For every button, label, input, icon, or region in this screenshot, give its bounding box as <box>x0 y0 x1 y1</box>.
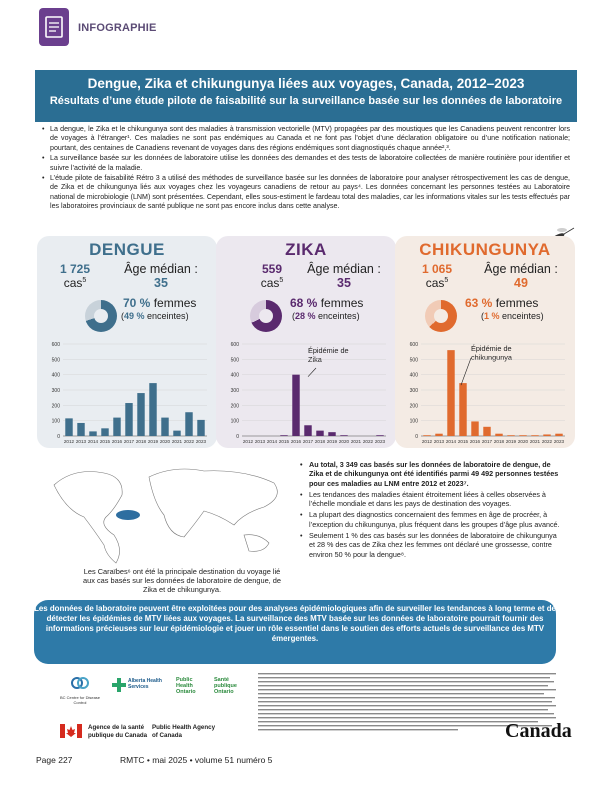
panel-zika <box>216 236 396 448</box>
bar <box>555 434 562 436</box>
x-tick-label: 2020 <box>517 439 529 444</box>
disease-title: CHIKUNGUNYA <box>419 240 551 259</box>
finding-item: • Au total, 3 349 cas basés sur les données de laboratoire de dengue, de Zika et de chikungunya ont été identifiés parmi 49 492 personnes testées pour ces maladies au LNM entre 2012 et 2023⁷. <box>300 460 564 488</box>
bar <box>89 431 96 436</box>
x-tick-label: 2012 <box>421 439 433 444</box>
x-tick-label: 2019 <box>505 439 517 444</box>
y-tick-label: 400 <box>230 372 239 379</box>
y-tick-label: 100 <box>51 418 60 425</box>
conclusion-box: Les données de laboratoire peuvent être exploitées pour des analyses épidémiologiques afin de surveiller les tendances à long terme et de détecter les épidémies de MTV liées aux voyages. La surveillance des MTV basée sur les données de laboratoire pourrait fournir des informations précieuses sur leur épidémiologie et jouer un rôle essentiel dans le soutien des efforts actuels de surveillance des MTV émergentes. <box>34 600 556 664</box>
y-tick-label: 400 <box>51 372 60 379</box>
bar <box>447 350 454 436</box>
female-share <box>123 296 196 310</box>
partner-logo-pho-fr: Santé publique Ontario <box>214 677 237 695</box>
disease-title: ZIKA <box>285 240 327 259</box>
median-age <box>471 262 571 290</box>
y-tick-label: 400 <box>409 372 418 379</box>
female-label: femmes <box>495 296 539 310</box>
chart-annotation: Épidémie de chikungunya <box>471 344 512 362</box>
x-tick-label: 2014 <box>445 439 457 444</box>
bar <box>459 383 466 436</box>
female-share <box>290 296 363 310</box>
case-value: 1 725 <box>59 262 91 276</box>
y-tick-label: 600 <box>409 342 418 348</box>
bar <box>495 434 502 436</box>
pregnant-pct: 1 % <box>484 311 500 321</box>
finding-item: • Les tendances des maladies étaient étroitement liées à celles observées à l’échelle mondiale et dans les pays de destination des voyages. <box>300 490 564 509</box>
bar <box>161 418 168 436</box>
x-tick-label: 2021 <box>529 439 541 444</box>
y-tick-label: 200 <box>51 403 60 410</box>
partner-logo-bccdc <box>60 676 100 705</box>
chikungunya-bar-chart <box>395 340 575 448</box>
y-tick-label: 100 <box>409 418 418 425</box>
bar <box>328 432 335 436</box>
x-tick-label: 2021 <box>350 439 362 444</box>
bar <box>483 427 490 436</box>
disease-title: DENGUE <box>89 240 165 259</box>
pregnant-share: (28 % enceintes) <box>292 311 360 321</box>
age-value: 35 <box>337 276 351 290</box>
y-tick-label: 500 <box>230 357 239 364</box>
age-value: 49 <box>514 276 528 290</box>
footnote: 5 <box>444 277 449 284</box>
x-tick-label: 2012 <box>63 439 75 444</box>
female-pct: 63 % <box>465 296 493 310</box>
x-tick-label: 2019 <box>326 439 338 444</box>
y-tick-label: 600 <box>230 342 239 348</box>
intro-bullet: • L’étude pilote de faisabilité Rétro 3 a utilisé des méthodes de surveillance basée sur les données de laboratoire pour analyser rétrospectivement les cas de dengue, de Zika et de chikungunya liés aux voyages chez les voyageurs canadiens de retour au pays⁴. Les données concernant les personnes testées au Laboratoire national de microbiologie (LNM) sont présentées. Cependant, elles sous-estiment le fardeau total des maladies, car les informations vitales sur les tests effectués par les laboratoires provinciaux de santé publique ne sont pas encore inclus dans cette analyse. <box>42 174 570 212</box>
x-tick-label: 2017 <box>123 439 135 444</box>
y-tick-label: 600 <box>51 342 60 348</box>
case-value: 1 065 <box>421 262 453 276</box>
footnote: 5 <box>279 277 284 284</box>
female-pct: 68 % <box>290 296 318 310</box>
x-tick-label: 2023 <box>374 439 386 444</box>
y-tick-label: 0 <box>57 434 60 440</box>
bar <box>77 423 84 436</box>
median-age <box>294 262 394 290</box>
x-tick-label: 2014 <box>87 439 99 444</box>
x-tick-label: 2013 <box>254 439 266 444</box>
case-unit: cas <box>425 276 445 290</box>
page-number: Page 227 <box>36 755 73 765</box>
female-label: femmes <box>153 296 197 310</box>
title-banner <box>35 70 577 122</box>
female-label: femmes <box>320 296 364 310</box>
x-tick-label: 2015 <box>457 439 469 444</box>
female-donut <box>85 300 117 332</box>
y-tick-label: 300 <box>51 388 60 394</box>
bar <box>340 435 347 436</box>
world-map <box>44 455 290 567</box>
annotation-arrow <box>461 358 471 385</box>
x-tick-label: 2014 <box>266 439 278 444</box>
section-label: INFOGRAPHIE <box>78 22 157 34</box>
y-tick-label: 200 <box>230 403 239 410</box>
agency-name-fr: Agence de la santé publique du Canada <box>88 724 148 739</box>
x-tick-label: 2016 <box>469 439 481 444</box>
x-tick-label: 2022 <box>541 439 553 444</box>
y-tick-label: 0 <box>415 434 418 440</box>
bar <box>519 435 526 436</box>
panel-dengue <box>37 236 217 448</box>
bar <box>185 412 192 436</box>
case-unit: cas <box>260 276 280 290</box>
female-donut <box>425 300 457 332</box>
x-tick-label: 2017 <box>302 439 314 444</box>
pregnant-share: (49 % enceintes) <box>121 311 189 321</box>
canada-wordmark: Canada <box>505 720 572 742</box>
partner-logo-pho-en: Public Health Ontario <box>176 677 196 695</box>
x-tick-label: 2021 <box>171 439 183 444</box>
bar <box>376 435 383 436</box>
x-tick-label: 2013 <box>433 439 445 444</box>
female-donut <box>250 300 282 332</box>
bar <box>304 425 311 436</box>
x-tick-label: 2020 <box>338 439 350 444</box>
footnote: 5 <box>82 277 87 284</box>
intro-bullet: • La dengue, le Zika et le chikungunya sont des maladies à transmission vectorielle (MTV) propagées par des moustiques que les Canadiens peuvent rencontrer lors de voyages à l’étranger¹. Ces maladies ne sont pas endémiques au Canada et ne font pas l’objet d’une déclaration obligatoire ou d’une notification nationale; pourtant, des centaines de Canadiens revenant de voyages dans des régions endémiques sont diagnostiqués chaque année²,³. <box>42 125 570 153</box>
bar <box>149 383 156 436</box>
finding-item: • Seulement 1 % des cas basés sur les données de laboratoire de chikungunya et 28 % des cas de Zika chez les femmes ont déclaré une grossesse, contre environ 50 % pour la dengue⁸. <box>300 531 564 559</box>
bar <box>125 403 132 436</box>
case-unit: cas <box>63 276 83 290</box>
pregnant-label: enceintes <box>502 311 541 321</box>
document-icon <box>39 8 69 46</box>
bar <box>137 393 144 436</box>
bar <box>316 431 323 436</box>
y-tick-label: 100 <box>230 418 239 425</box>
x-tick-label: 2022 <box>183 439 195 444</box>
intro-list <box>42 125 570 213</box>
y-tick-label: 300 <box>230 388 239 394</box>
map-caption: Les Caraïbes⁶ ont été la principale destination du voyage lié aux cas basés sur les données de laboratoire de dengue, de Zika et de chikungunya. <box>82 567 282 594</box>
bar <box>197 420 204 436</box>
issue-info: RMTC • mai 2025 • volume 51 numéro 5 <box>120 755 273 765</box>
pregnant-pct: 28 % <box>295 311 316 321</box>
case-value: 559 <box>261 262 283 276</box>
zika-bar-chart <box>216 340 396 448</box>
x-tick-label: 2023 <box>553 439 565 444</box>
y-tick-label: 500 <box>51 357 60 364</box>
age-label: Âge médian : <box>307 262 381 276</box>
x-tick-label: 2018 <box>314 439 326 444</box>
page-subtitle: Résultats d’une étude pilote de faisabilité sur la surveillance basée sur les données de laboratoire <box>49 95 563 107</box>
age-value: 35 <box>154 276 168 290</box>
panel-chikungunya <box>395 236 575 448</box>
x-tick-label: 2016 <box>111 439 123 444</box>
bar <box>65 418 72 436</box>
findings-list <box>300 460 564 561</box>
female-share <box>465 296 538 310</box>
case-count <box>407 262 467 290</box>
partner-logo-ahs <box>112 678 162 692</box>
pregnant-label: enceintes <box>147 311 186 321</box>
x-tick-label: 2019 <box>147 439 159 444</box>
bccdc-logo-icon <box>70 676 90 690</box>
bar <box>292 375 299 436</box>
bar <box>173 431 180 436</box>
partner-name: BC Centre for Disease Control <box>60 695 101 705</box>
bar <box>543 434 550 436</box>
x-tick-label: 2016 <box>290 439 302 444</box>
intro-bullet: • La surveillance basée sur les données de laboratoire utilise les données des demandes et des tests de laboratoire collectées de manière routinière pour identifier et suivre l’activité de la maladie. <box>42 154 570 173</box>
bar <box>280 435 287 436</box>
x-tick-label: 2012 <box>242 439 254 444</box>
y-tick-label: 200 <box>409 403 418 410</box>
x-tick-label: 2015 <box>99 439 111 444</box>
pregnant-pct: 49 % <box>124 311 145 321</box>
x-tick-label: 2022 <box>362 439 374 444</box>
female-pct: 70 % <box>123 296 151 310</box>
chart-annotation: Épidémie de Zika <box>308 346 349 364</box>
x-tick-label: 2013 <box>75 439 87 444</box>
case-count <box>242 262 302 290</box>
y-tick-label: 300 <box>409 388 418 394</box>
x-tick-label: 2018 <box>135 439 147 444</box>
x-tick-label: 2018 <box>493 439 505 444</box>
pregnant-label: enceintes <box>318 311 357 321</box>
bar <box>471 421 478 436</box>
finding-item: • La plupart des diagnostics concernaient des femmes en âge de procréer, à l’exception du chikungunya, plus fréquent dans les groupes d’âge plus avancé. <box>300 510 564 529</box>
page-title: Dengue, Zika et chikungunya liées aux voyages, Canada, 2012–2023 <box>87 76 525 91</box>
case-count <box>45 262 105 290</box>
bar <box>113 418 120 436</box>
bar <box>435 434 442 436</box>
ahs-cross-icon <box>112 678 126 692</box>
pregnant-share: (1 % enceintes) <box>481 311 544 321</box>
x-tick-label: 2020 <box>159 439 171 444</box>
dengue-bar-chart <box>37 340 217 448</box>
bar <box>531 435 538 436</box>
x-tick-label: 2017 <box>481 439 493 444</box>
age-label: Âge médian : <box>124 262 198 276</box>
bar <box>101 428 108 436</box>
annotation-arrow <box>308 368 316 377</box>
median-age <box>111 262 211 290</box>
age-label: Âge médian : <box>484 262 558 276</box>
y-tick-label: 500 <box>409 357 418 364</box>
bar <box>507 435 514 436</box>
x-tick-label: 2023 <box>195 439 207 444</box>
agency-name-en: Public Health Agency of Canada <box>152 724 216 739</box>
x-tick-label: 2015 <box>278 439 290 444</box>
bar <box>423 435 430 436</box>
caribbean-highlight <box>116 510 140 520</box>
partner-name: Alberta Health Services <box>128 678 162 690</box>
y-tick-label: 0 <box>236 434 239 440</box>
canada-flag-icon <box>60 724 82 738</box>
